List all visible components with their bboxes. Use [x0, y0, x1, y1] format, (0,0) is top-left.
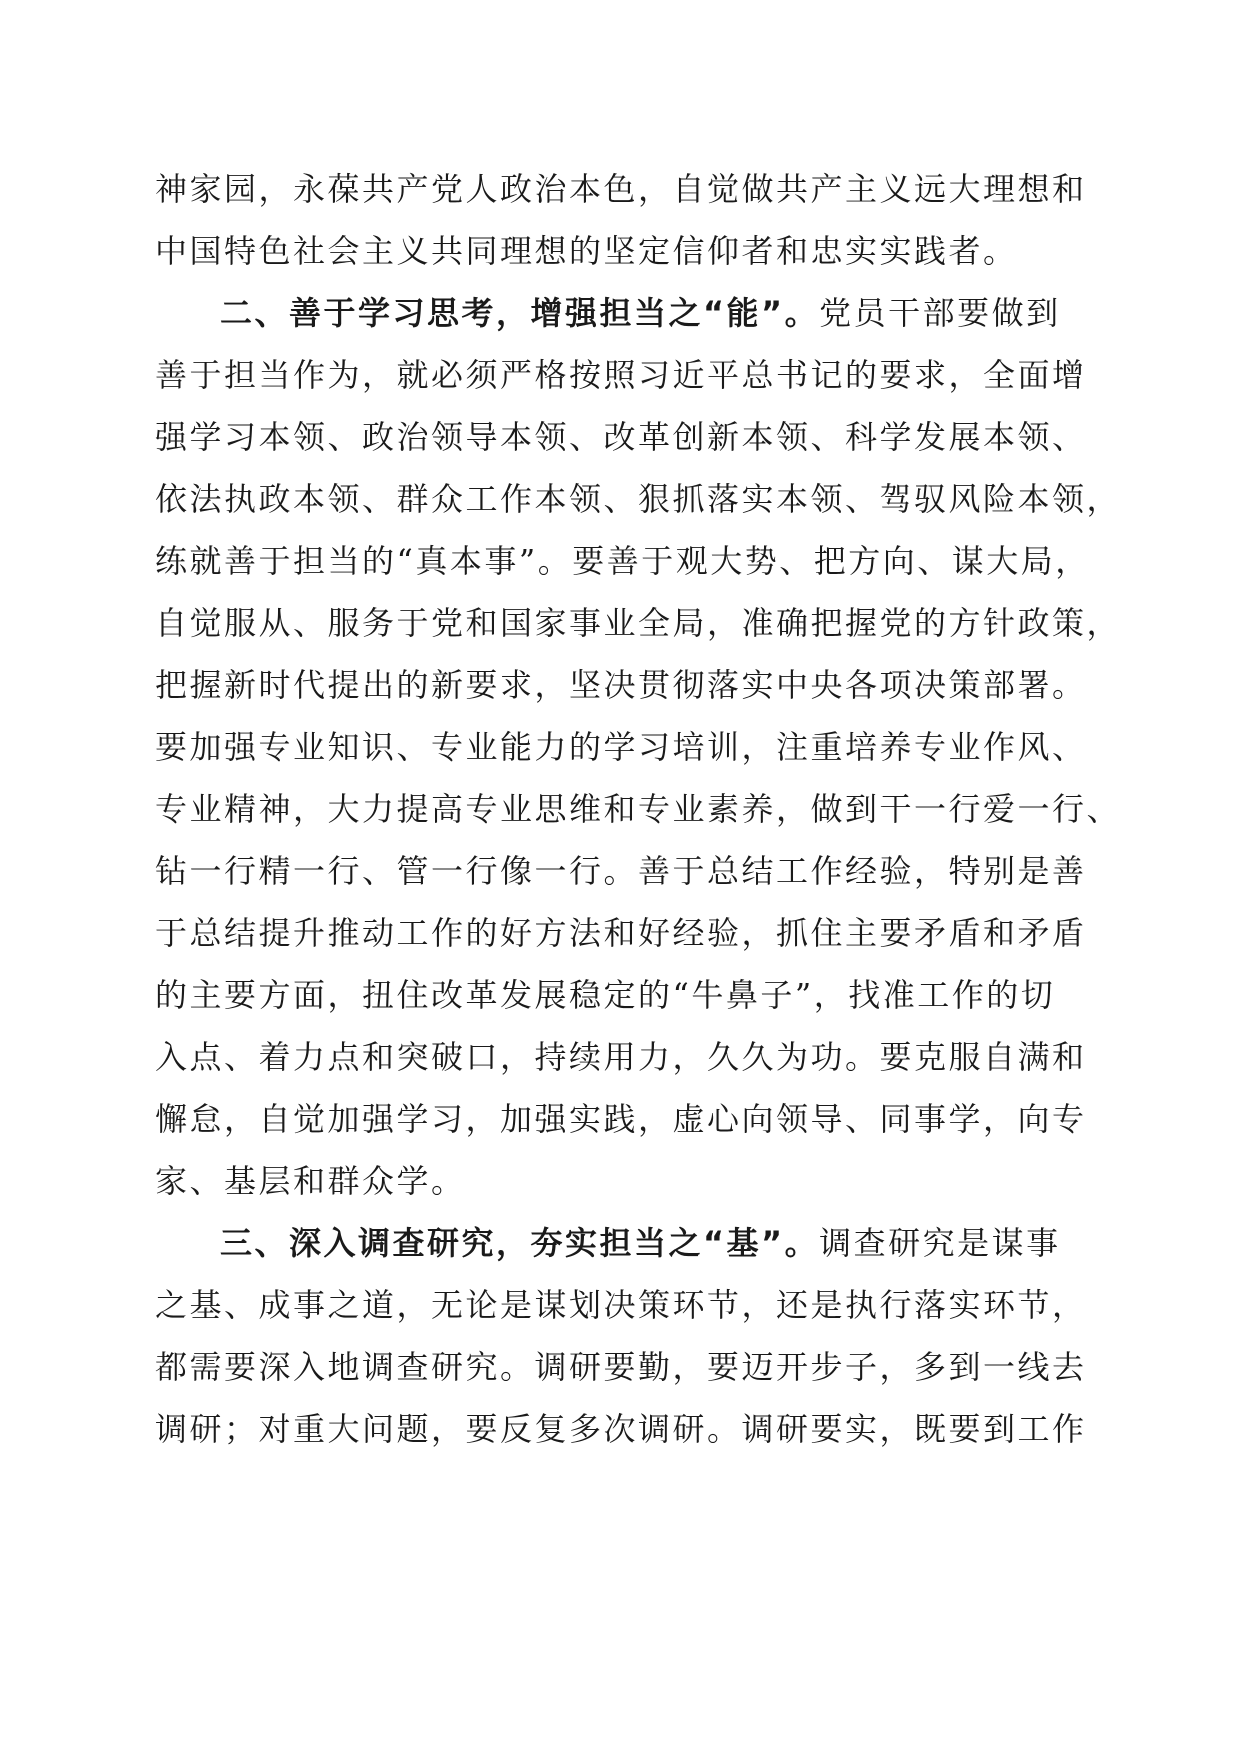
text-line: 依法执政本领、群众工作本领、狠抓落实本领、驾驭风险本领，	[155, 480, 1122, 518]
section-2-heading: 二、善于学习思考，增强担当之“能”。	[220, 294, 820, 332]
text-line: 都需要深入地调查研究。调研要勤，要迈开步子，多到一线去	[155, 1348, 1087, 1386]
section-2-text: 党员干部要做到	[819, 294, 1061, 332]
text-line: 入点、着力点和突破口，持续用力，久久为功。要克服自满和	[155, 1038, 1087, 1076]
text-line: 懈怠，自觉加强学习，加强实践，虚心向领导、同事学，向专	[155, 1100, 1087, 1138]
text-line: 神家园，永葆共产党人政治本色，自觉做共产主义远大理想和	[155, 170, 1087, 208]
text-line: 中国特色社会主义共同理想的坚定信仰者和忠实实践者。	[155, 232, 1018, 270]
text-line: 于总结提升推动工作的好方法和好经验，抓住主要矛盾和矛盾	[155, 914, 1087, 952]
text-line: 的主要方面，扭住改革发展稳定的“牛鼻子”，找准工作的切	[155, 976, 1056, 1014]
text-line: 之基、成事之道，无论是谋划决策环节，还是执行落实环节，	[155, 1286, 1087, 1324]
text-line: 要加强专业知识、专业能力的学习培训，注重培养专业作风、	[155, 728, 1087, 766]
text-line: 专业精神，大力提高专业思维和专业素养，做到干一行爱一行、	[155, 790, 1122, 828]
text-line: 善于担当作为，就必须严格按照习近平总书记的要求，全面增	[155, 356, 1087, 394]
section-3-text: 调查研究是谋事	[819, 1224, 1061, 1262]
text-line: 自觉服从、服务于党和国家事业全局，准确把握党的方针政策，	[155, 604, 1122, 642]
text-line: 强学习本领、政治领导本领、改革创新本领、科学发展本领、	[155, 418, 1087, 456]
text-line: 调研；对重大问题，要反复多次调研。调研要实，既要到工作	[155, 1410, 1087, 1448]
section-2-line	[220, 282, 1085, 344]
text-line: 钻一行精一行、管一行像一行。善于总结工作经验，特别是善	[155, 852, 1087, 890]
text-line: 家、基层和群众学。	[155, 1162, 466, 1200]
section-3-heading: 三、深入调查研究，夯实担当之“基”。	[220, 1224, 820, 1262]
text-line: 练就善于担当的“真本事”。要善于观大势、把方向、谋大局，	[155, 542, 1090, 580]
text-line: 把握新时代提出的新要求，坚决贯彻落实中央各项决策部署。	[155, 666, 1087, 704]
section-3-line	[220, 1212, 1085, 1274]
